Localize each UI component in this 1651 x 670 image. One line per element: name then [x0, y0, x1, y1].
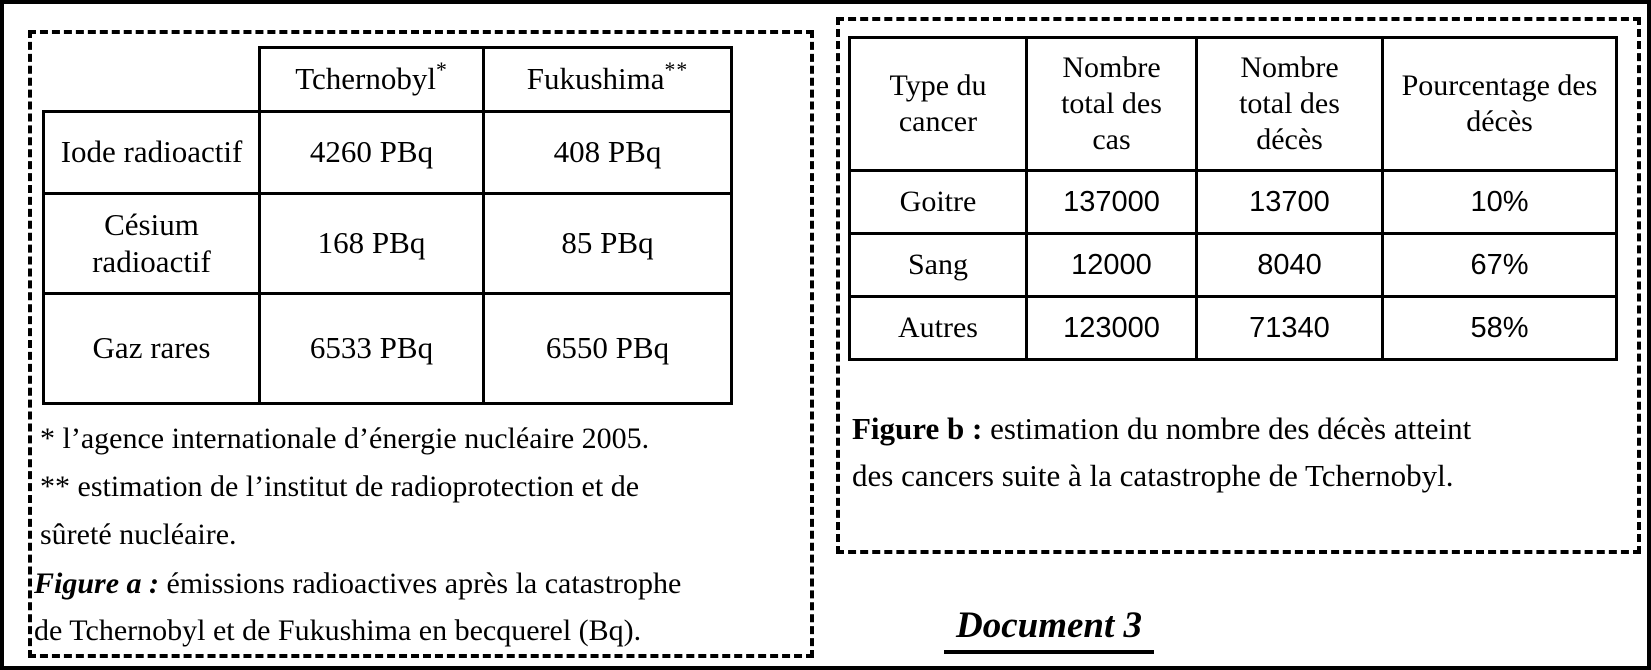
row-label-iode: Iode radioactif — [44, 112, 260, 194]
table-row-goitre — [850, 171, 1617, 234]
footnote-line: ** estimation de l’institut de radioprotection et de — [40, 470, 640, 503]
value-iode-tchernobyl: 4260 PBq — [260, 112, 484, 194]
caption-text: émissions radioactives après la catastrophe — [166, 567, 682, 600]
column-header-total-cas: Nombre total des cas — [1027, 38, 1197, 171]
emissions-header-row — [44, 48, 732, 112]
value-autres-deces: 71340 — [1197, 297, 1383, 360]
footnote-marker-double: ** — [664, 58, 689, 83]
figure-b-panel — [836, 17, 1641, 554]
caption-text: estimation du nombre des décès atteint — [990, 411, 1472, 446]
column-label: Tchernobyl — [295, 61, 436, 97]
footnote-line: sûreté nucléaire. — [40, 518, 237, 551]
figure-a-caption-prefix: Figure a : — [34, 567, 160, 600]
value-sang-pourcentage: 67% — [1383, 234, 1617, 297]
caption-line: des cancers suite à la catastrophe de Tchernobyl. — [852, 457, 1454, 493]
cancer-header-row — [850, 38, 1617, 171]
row-label-gaz-rares: Gaz rares — [44, 294, 260, 404]
figure-b-caption-prefix: Figure b : — [852, 411, 983, 446]
table-row-autres — [850, 297, 1617, 360]
value-autres-pourcentage: 58% — [1383, 297, 1617, 360]
column-header-fukushima — [484, 48, 732, 112]
figure-a-panel — [28, 30, 814, 658]
row-label-goitre: Goitre — [850, 171, 1027, 234]
figure-a-footnotes — [32, 415, 810, 559]
emissions-table — [42, 46, 733, 405]
value-sang-deces: 8040 — [1197, 234, 1383, 297]
row-label-autres: Autres — [850, 297, 1027, 360]
column-label: Fukushima — [526, 61, 665, 97]
value-iode-fukushima: 408 PBq — [484, 112, 732, 194]
caption-line: de Tchernobyl et de Fukushima en becquerel (Bq). — [34, 613, 642, 647]
value-gaz-fukushima: 6550 PBq — [484, 294, 732, 404]
column-header-tchernobyl — [260, 48, 484, 112]
value-cesium-tchernobyl: 168 PBq — [260, 194, 484, 294]
caption-line — [34, 561, 810, 608]
table-row-gaz-rares — [44, 294, 732, 404]
table-row-sang — [850, 234, 1617, 297]
caption-line — [852, 406, 1592, 453]
value-sang-cas: 12000 — [1027, 234, 1197, 297]
row-label-cesium: Césium radioactif — [44, 194, 260, 294]
column-header-pourcentage: Pourcentage des décès — [1383, 38, 1617, 171]
table-row-cesium — [44, 194, 732, 294]
cancer-table — [848, 36, 1618, 361]
value-gaz-tchernobyl: 6533 PBq — [260, 294, 484, 404]
column-header-type-cancer: Type du cancer — [850, 38, 1027, 171]
table-row-iode — [44, 112, 732, 194]
value-cesium-fukushima: 85 PBq — [484, 194, 732, 294]
value-goitre-deces: 13700 — [1197, 171, 1383, 234]
value-goitre-pourcentage: 10% — [1383, 171, 1617, 234]
footnote-line: * l’agence internationale d’énergie nucléaire 2005. — [40, 422, 650, 455]
document-title — [849, 604, 1249, 654]
footnote-marker-single: * — [435, 58, 448, 83]
figure-b-caption — [840, 406, 1592, 499]
empty-corner-cell — [44, 48, 260, 112]
value-autres-cas: 123000 — [1027, 297, 1197, 360]
row-label-sang: Sang — [850, 234, 1027, 297]
document-title-text: Document 3 — [944, 604, 1154, 654]
value-goitre-cas: 137000 — [1027, 171, 1197, 234]
figure-a-caption — [32, 561, 810, 654]
column-header-total-deces: Nombre total des décès — [1197, 38, 1383, 171]
